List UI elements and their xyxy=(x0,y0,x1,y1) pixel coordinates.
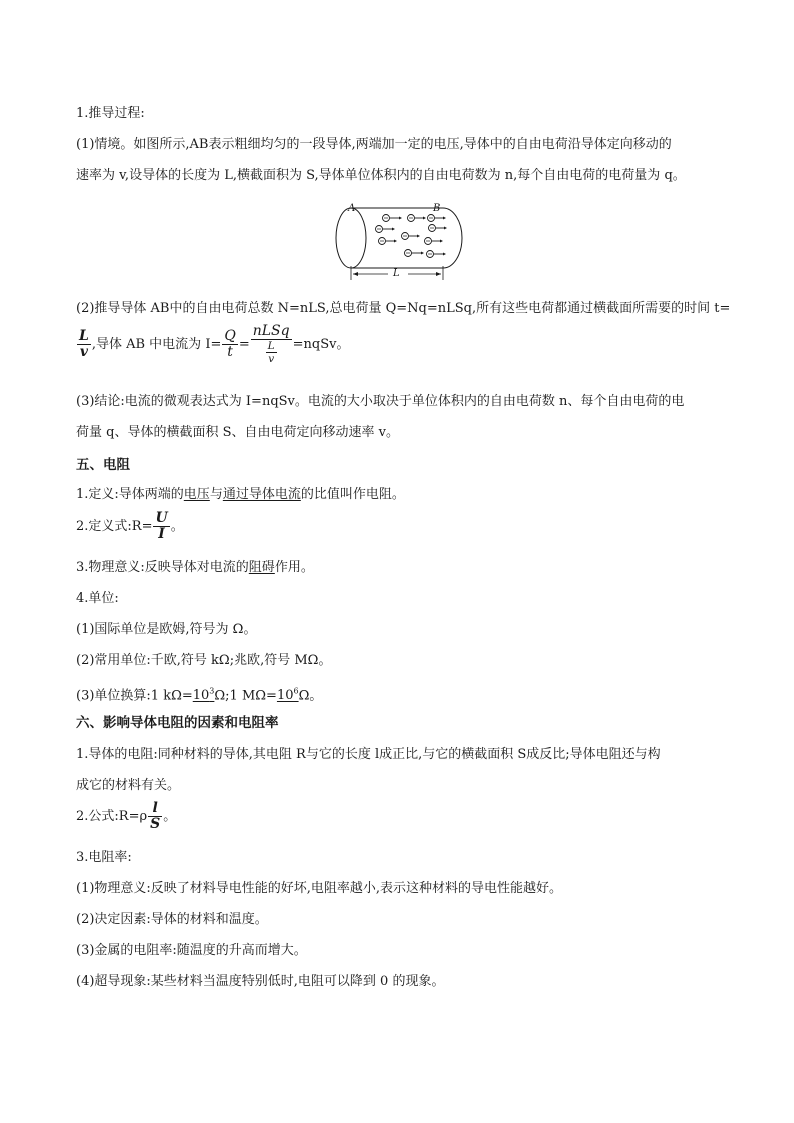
paragraph-derivation-line2: $\frac{L}{v}$ ,导体 AB 中电流为 I= $\frac{Q}{t}$ = $\frac{\text{nLSq}}{\frac{L}{v}}$ =nqSv。 xyxy=(79,323,350,365)
unit-item-2: (2)常用单位:千欧,符号 kΩ;兆欧,符号 MΩ。 xyxy=(76,653,332,668)
figure-label-b: B xyxy=(433,203,441,214)
resistance-formula: 2.定义式:R= $\frac{U}{I}$ 。 xyxy=(76,510,184,542)
resistivity-item-2: (2)决定因素:导体的材料和温度。 xyxy=(76,912,268,927)
paragraph-situation-line2: 速率为 v,设导体的长度为 L,横截面积为 S,导体单位体积内的自由电荷数为 n,每个自由电荷的电荷量为 q。 xyxy=(76,168,686,183)
section-heading-resistivity: 六、影响导体电阻的因素和电阻率 xyxy=(76,715,279,731)
derivation-heading: 1.推导过程: xyxy=(76,106,145,121)
resistivity-subheading: 3.电阻率: xyxy=(76,850,132,865)
fraction-l-over-v: $\frac{L}{v}$ xyxy=(79,328,89,360)
fraction-q-over-t: $\frac{Q}{t}$ xyxy=(224,328,236,360)
resistivity-formula: 2.公式:R=ρ $\frac{l}{S}$ 。 xyxy=(76,800,177,832)
paragraph-conclusion-line2: 荷量 q、导体的横截面积 S、自由电荷定向移动速率 v。 xyxy=(76,425,399,440)
paragraph-derivation-line1: (2)推导导体 AB中的自由电荷总数 N=nLS,总电荷量 Q=Nq=nLSq,所有这些电荷都通过横截面所需要的时间 t= xyxy=(76,301,731,316)
resistance-definition: 1.定义:导体两端的电压与通过导体电流的比值叫作电阻。 xyxy=(76,487,405,502)
unit-item-1: (1)国际单位是欧姆,符号为 Ω。 xyxy=(76,622,257,637)
resistance-meaning: 3.物理意义:反映导体对电流的阻碍作用。 xyxy=(76,560,314,575)
resistivity-item-3: (3)金属的电阻率:随温度的升高而增大。 xyxy=(76,943,307,958)
paragraph-situation-line1: (1)情境。如图所示,AB表示粗细均匀的一段导体,两端加一定的电压,导体中的自由电荷沿导体定向移动的 xyxy=(76,137,672,152)
unit-heading: 4.单位: xyxy=(76,591,119,606)
unit-item-3: (3)单位换算:1 $k\Omega=10^3\Omega;1$ $M\Omega=10^6\Omega$。 xyxy=(76,687,323,704)
fraction-nlsq-over-l-v: $\frac{\text{nLSq}}{\frac{L}{v}}$ xyxy=(252,323,290,365)
fraction-l-over-s: $\frac{l}{S}$ xyxy=(150,800,161,832)
resistivity-item-1: (1)物理意义:反映了材料导电性能的好坏,电阻率越小,表示这种材料的导电性能越好。 xyxy=(76,881,563,896)
figure-label-a: A xyxy=(348,203,356,214)
paragraph-conclusion-line1: (3)结论:电流的微观表达式为 I=nqSv。电流的大小取决于单位体积内的自由电荷数 n、每个自由电荷的电 xyxy=(76,394,685,409)
resistivity-paragraph-line2: 成它的材料有关。 xyxy=(76,778,181,793)
resistivity-item-4: (4)超导现象:某些材料当温度特别低时,电阻可以降到 0 的现象。 xyxy=(76,974,445,989)
figure-label-l: L xyxy=(393,268,400,279)
fraction-l-over-v-small: $\frac{L}{v}$ xyxy=(267,340,275,365)
fraction-u-over-i: $\frac{U}{I}$ xyxy=(155,510,168,542)
section-heading-resistance: 五、电阻 xyxy=(76,457,130,473)
resistivity-paragraph-line1: 1.导体的电阻:同种材料的导体,其电阻 R与它的长度 l成正比,与它的横截面积 S成反比;导体电阻还与构 xyxy=(76,747,661,762)
